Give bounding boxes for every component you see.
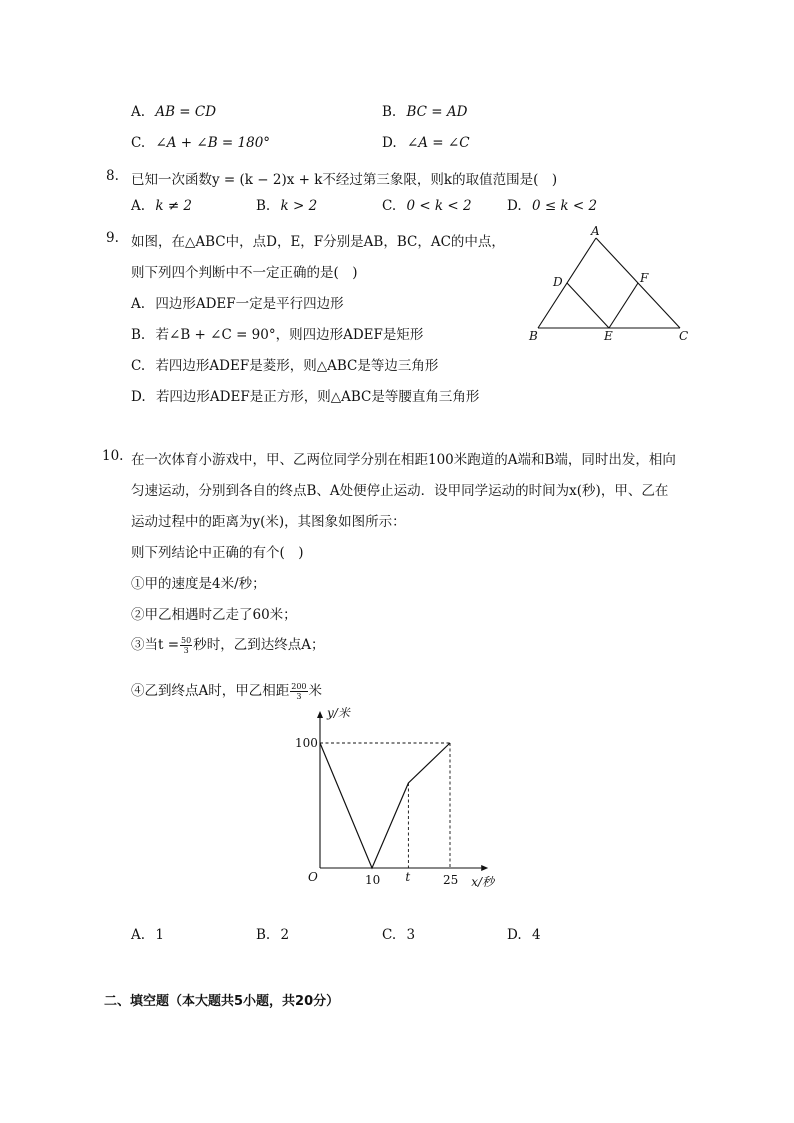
q7-option-a: A. AB = CD [131,104,217,120]
q8-option-a: A. k ≠ 2 [131,198,193,214]
y-axis-arrow [317,711,323,718]
q7-option-a-text: AB = CD [155,104,217,120]
q9-stem-line1: 如图，在△ABC中，点D，E，F分别是AB，BC，AC的中点， [131,234,505,250]
q10-distance-time-graph [290,705,505,890]
fraction-50-3: $\frac{50}{3}$ [181,636,192,655]
q8-option-c: C. 0 < k < 2 [382,198,472,214]
x-axis-label: x/秒 [471,875,495,889]
q8-option-d: D. 0 ≤ k < 2 [507,198,598,214]
q10-option-c: C. 3 [382,927,416,943]
q7-option-c-text: ∠A + ∠B = 180° [155,135,271,151]
label-f: F [640,271,649,285]
origin-label: O [308,870,318,884]
q9-option-a: A. 四边形ADEF一定是平行四边形 [131,296,344,312]
q10-option-d: D. 4 [507,927,541,943]
label-b: B [529,329,538,343]
q10-option-a: A. 1 [131,927,164,943]
y-tick-100: 100 [295,736,318,750]
label-d: D [553,275,563,289]
x-tick-t: t [405,870,411,884]
q9-number: 9. [106,230,119,246]
q10-statement-1: ①甲的速度是4米/秒； [131,576,266,592]
q10-statement-4: ④乙到终点A时，甲乙相距 $\frac{200}{3}$ 米 [131,682,323,701]
q9-option-b: B. 若∠B + ∠C = 90°，则四边形ADEF是矩形 [131,327,424,343]
label-c: C [679,329,689,343]
segment-ef [609,283,638,328]
section-2-title: 二、填空题（本大题共5小题，共20分） [104,994,340,1009]
q10-stem-line1: 在一次体育小游戏中，甲、乙两位同学分别在相距100米跑道的A端和B端，同时出发，相向 [131,452,676,468]
fraction-200-3: $\frac{200}{3}$ [291,682,307,701]
q9-triangle-figure [520,222,700,347]
label-a: A [591,224,600,238]
x-tick-25: 25 [443,873,459,887]
q7-option-d: D. ∠A = ∠C [382,135,470,151]
q9-option-c: C. 若四边形ADEF是菱形，则△ABC是等边三角形 [131,358,439,374]
q7-option-b-text: BC = AD [406,104,468,120]
x-tick-10: 10 [365,873,381,887]
q9-option-d: D. 若四边形ADEF是正方形，则△ABC是等腰直角三角形 [131,389,480,405]
segment-de [567,283,609,328]
q9-stem-line2: 则下列四个判断中不一定正确的是( ) [131,265,358,281]
q7-option-c: C. ∠A + ∠B = 180° [131,135,271,151]
q10-statement-3: ③当t = $\frac{50}{3}$ 秒时，乙到达终点A； [131,636,325,655]
q10-statement-2: ②甲乙相遇时乙走了60米； [131,607,297,623]
q8-number: 8. [106,168,119,184]
q7-option-b: B. BC = AD [382,104,468,120]
q7-option-d-text: ∠A = ∠C [406,135,470,151]
x-axis-arrow [481,865,488,871]
q8-option-b: B. k > 2 [256,198,318,214]
label-e: E [604,329,613,343]
q10-stem-line2: 匀速运动，分别到各自的终点B、A处便停止运动．设甲同学运动的时间为x(秒)，甲、乙在 [131,483,669,499]
q10-stem-line4: 则下列结论中正确的有个( ) [131,545,304,561]
q10-number: 10. [102,448,124,464]
q10-stem-line3: 运动过程中的距离为y(米)，其图象如图所示： [131,514,406,530]
y-axis-label: y/米 [327,706,350,720]
q10-option-b: B. 2 [256,927,290,943]
series-distance-line [320,743,450,868]
q8-stem: 已知一次函数y = (k − 2)x + k不经过第三象限，则k的取值范围是( ) [131,172,558,188]
